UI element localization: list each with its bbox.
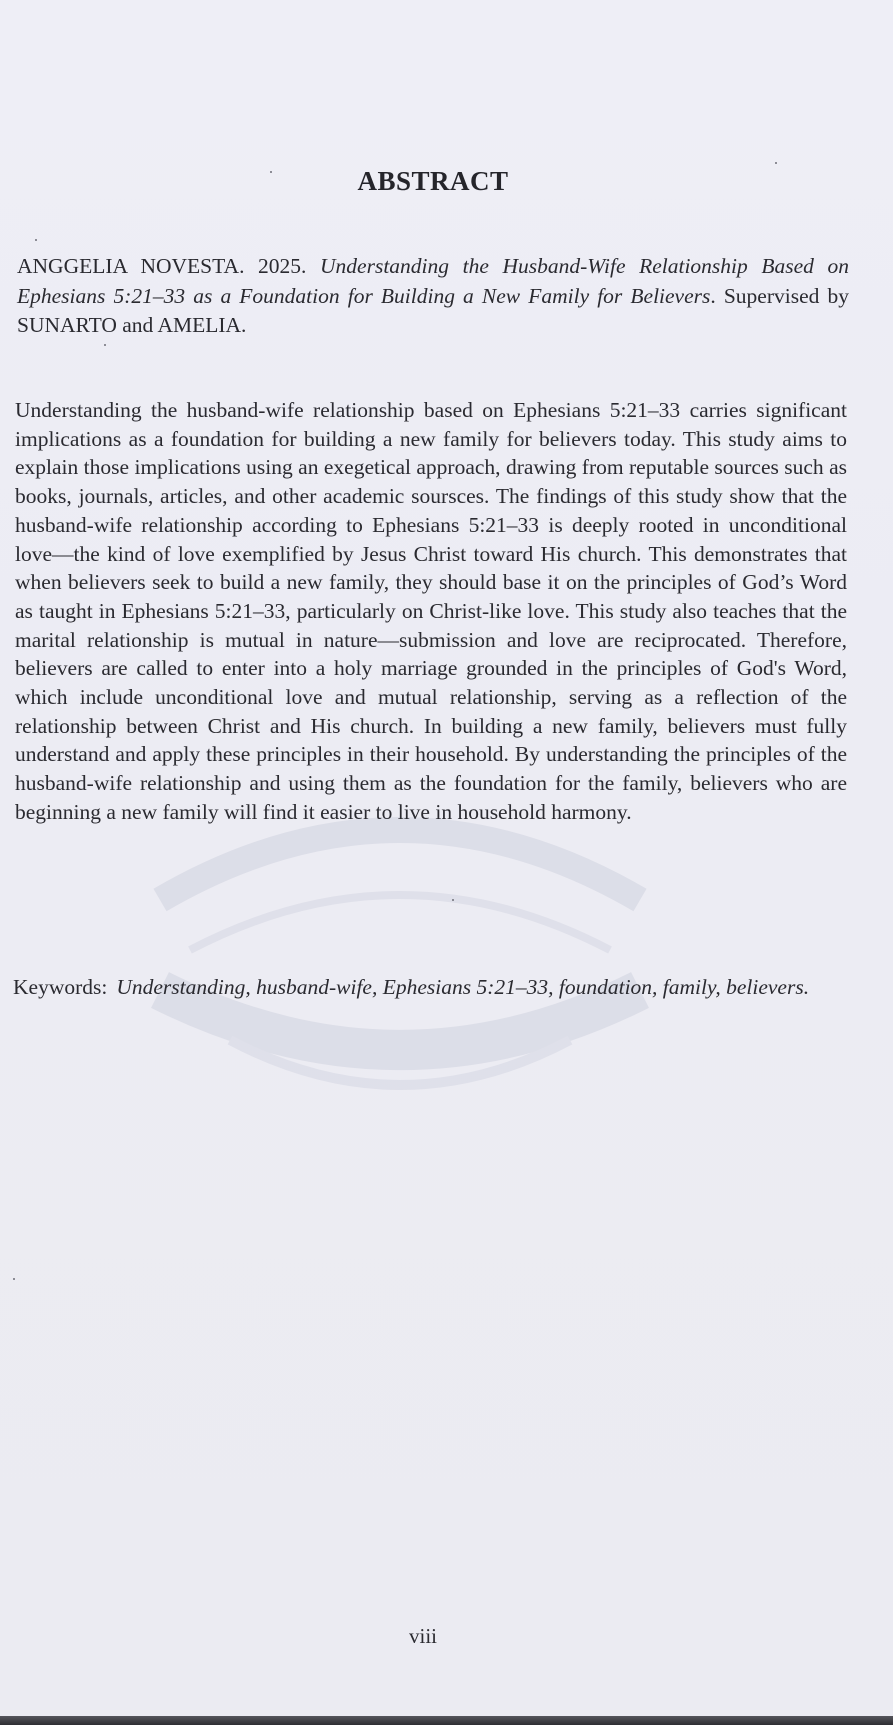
supervisors: . Supervised by SUNARTO and AMELIA. [17, 283, 849, 337]
institution-seal-watermark [120, 780, 680, 1160]
paper-speck [452, 899, 454, 901]
keywords-label: Keywords: [13, 975, 108, 999]
paper-speck [13, 1278, 15, 1280]
scan-bottom-edge [0, 1716, 893, 1725]
abstract-body: Understanding the husband-wife relationship based on Ephesians 5:21–33 carries significant implications as a foundation for building a new family for believers today. This study aims to explain those implications using an exegetical approach, drawing from reputable sources such as books, journals, articles, and other academic soursces. The findings of this study show that the husband-wife relationship according to Ephesians 5:21–33 is deeply rooted in unconditional love—the kind of love exemplified by Jesus Christ toward His church. This demonstrates that when believers seek to build a new family, they should base it on the principles of God’s Word as taught in Ephesians 5:21–33, particularly on Christ-like love. This study also teaches that the marital relationship is mutual in nature—submission and love are reciprocated. Therefore, believers are called to enter into a holy marriage grounded in the principles of God's Word, which include unconditional love and mutual relationship, serving as a reflection of the relationship between Christ and His church. In building a new family, believers must fully understand and apply these principles in their household. By understanding the principles of the husband-wife relationship and using them as the foundation for the family, believers who are beginning a new family will find it easier to live in household harmony. [15, 398, 847, 824]
paper-speck [775, 162, 777, 164]
abstract-heading: ABSTRACT [357, 166, 509, 196]
keywords-block [13, 973, 853, 1002]
paper-speck [35, 239, 37, 241]
paper-speck [104, 344, 106, 346]
citation-block [17, 252, 849, 341]
keywords-list: Understanding, husband-wife, Ephesians 5:21–33, foundation, family, believers. [116, 975, 810, 999]
author-year: ANGGELIA NOVESTA. 2025. [17, 254, 307, 278]
paper-speck [270, 171, 272, 173]
thesis-title: Understanding the Husband-Wife Relationship Based on Ephesians 5:21–33 as a Foundation for Building a New Family for Believers [17, 254, 849, 308]
page-number: viii [408, 1624, 437, 1648]
